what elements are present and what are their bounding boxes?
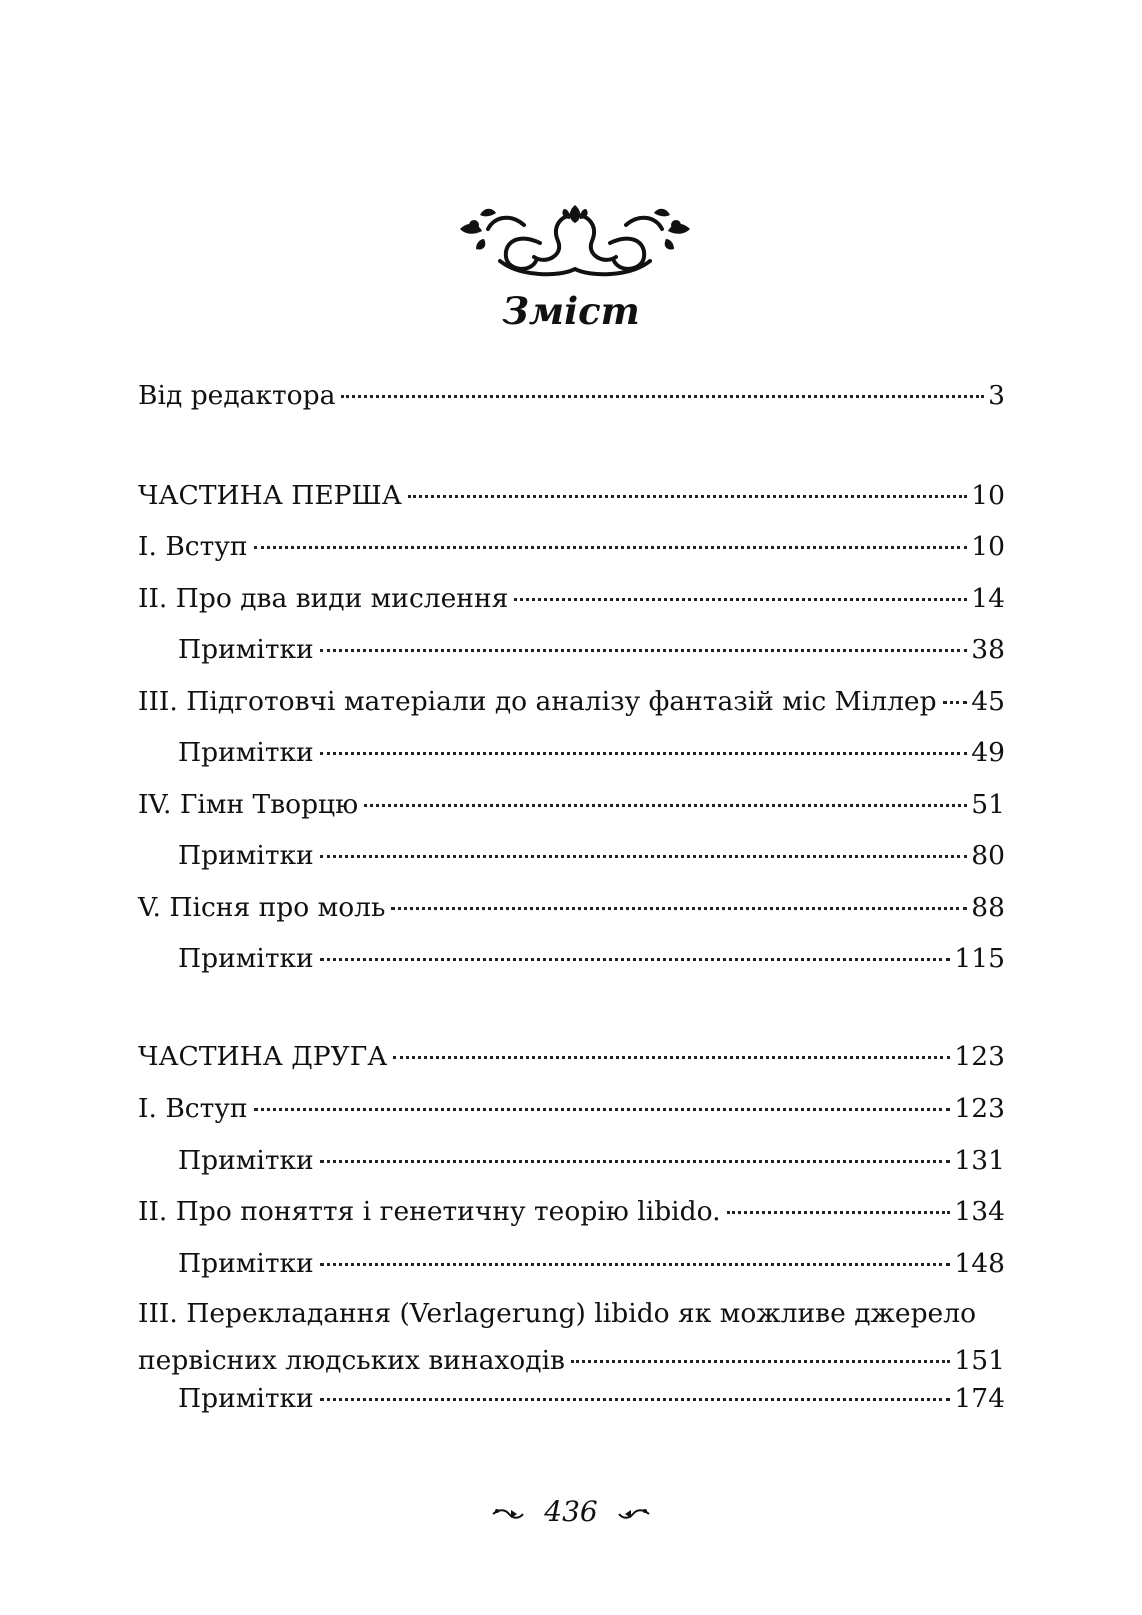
dot-leader (393, 1056, 950, 1059)
dot-leader (391, 907, 967, 910)
dot-leader (514, 598, 967, 601)
right-flourish-icon (617, 1494, 651, 1534)
dot-leader (320, 958, 951, 961)
toc-entry-label: Від редактора (138, 380, 336, 411)
page-number: 436 (544, 1495, 598, 1528)
dot-leader (320, 855, 968, 858)
dot-leader (727, 1211, 951, 1214)
toc-entry-page: 115 (954, 943, 1005, 974)
toc-entry-label: Примітки (178, 1248, 314, 1279)
toc-entry-notes[interactable] (178, 836, 1005, 876)
toc-entry-label: І. Вступ (138, 531, 248, 562)
toc-entry-page: 38 (971, 634, 1005, 665)
toc-entry-editor[interactable] (138, 376, 1005, 416)
toc-entry-label: ІІІ. Підготовчі матеріали до аналізу фантазій міс Міллер (138, 686, 937, 717)
left-flourish-icon (491, 1494, 525, 1534)
dot-leader (254, 546, 968, 549)
floral-ornament-icon (460, 203, 690, 279)
toc-entry-label: ІІ. Про поняття і генетичну теорію libido. (138, 1196, 721, 1227)
toc-entry-label-line2: первісних людських винаходів (138, 1345, 565, 1376)
toc-entry-label: Примітки (178, 1383, 314, 1414)
toc-entry-page: 131 (954, 1145, 1005, 1176)
toc-entry-page: 51 (971, 789, 1005, 820)
toc-entry-notes[interactable] (178, 630, 1005, 670)
toc-entry-page: 134 (954, 1196, 1005, 1227)
toc-entry-notes[interactable] (178, 1141, 1005, 1181)
dot-leader (571, 1360, 950, 1363)
toc-entry-page: 123 (954, 1093, 1005, 1124)
toc-entry-page: 148 (954, 1248, 1005, 1279)
toc-entry-notes[interactable] (178, 1379, 1005, 1419)
page-footer (0, 1492, 1142, 1534)
toc-entry-page: 14 (971, 583, 1005, 614)
toc-entry-label: IV. Гімн Творцю (138, 789, 359, 820)
toc-entry-label: ЧАСТИНА ПЕРША (138, 480, 402, 511)
toc-entry-label: І. Вступ (138, 1093, 248, 1124)
dot-leader (320, 1398, 951, 1401)
dot-leader (320, 649, 968, 652)
toc-entry-page: 45 (971, 686, 1005, 717)
toc-entry-page: 88 (971, 892, 1005, 923)
toc-entry-label: Примітки (178, 634, 314, 665)
dot-leader (254, 1108, 951, 1111)
dot-leader (943, 701, 968, 704)
toc-entry-page: 174 (954, 1383, 1005, 1414)
toc-entry-page: 10 (971, 480, 1005, 511)
toc-entry[interactable] (138, 579, 1005, 619)
toc-entry-page: 10 (971, 531, 1005, 562)
dot-leader (341, 395, 984, 398)
toc-entry-page: 80 (971, 840, 1005, 871)
toc-entry-page: 3 (988, 380, 1005, 411)
toc-entry-notes[interactable] (178, 939, 1005, 979)
toc-entry-multiline[interactable] (138, 1294, 1005, 1381)
dot-leader (320, 1263, 951, 1266)
toc-entry-label: Примітки (178, 737, 314, 768)
toc-entry-label: Примітки (178, 943, 314, 974)
page-title: Зміст (502, 289, 640, 333)
dot-leader (364, 804, 967, 807)
toc-entry[interactable] (138, 1192, 1005, 1232)
toc-entry-page: 49 (971, 737, 1005, 768)
toc-entry[interactable] (138, 527, 1005, 567)
toc-entry-line2 (138, 1341, 1005, 1381)
toc-entry-label: ЧАСТИНА ДРУГА (138, 1041, 388, 1072)
toc-entry-label: ІІ. Про два види мислення (138, 583, 509, 614)
toc-entry-page: 151 (954, 1345, 1005, 1376)
dot-leader (320, 752, 968, 755)
toc-entry[interactable] (138, 785, 1005, 825)
dot-leader (408, 495, 967, 498)
dot-leader (320, 1160, 951, 1163)
toc-entry-label-line1: ІІІ. Перекладання (Verlagerung) libido як можливе джерело (138, 1298, 977, 1329)
toc-entry-page: 123 (954, 1041, 1005, 1072)
toc-part-heading-1[interactable] (138, 476, 1005, 516)
toc-entry-notes[interactable] (178, 733, 1005, 773)
toc-entry[interactable] (138, 682, 1005, 722)
toc-part-heading-2[interactable] (138, 1037, 1005, 1077)
toc-entry-label: Примітки (178, 1145, 314, 1176)
toc-entry[interactable] (138, 1089, 1005, 1129)
toc-entry-label: Примітки (178, 840, 314, 871)
toc-entry[interactable] (138, 888, 1005, 928)
toc-entry-notes[interactable] (178, 1244, 1005, 1284)
toc-entry-label: V. Пісня про моль (138, 892, 386, 923)
